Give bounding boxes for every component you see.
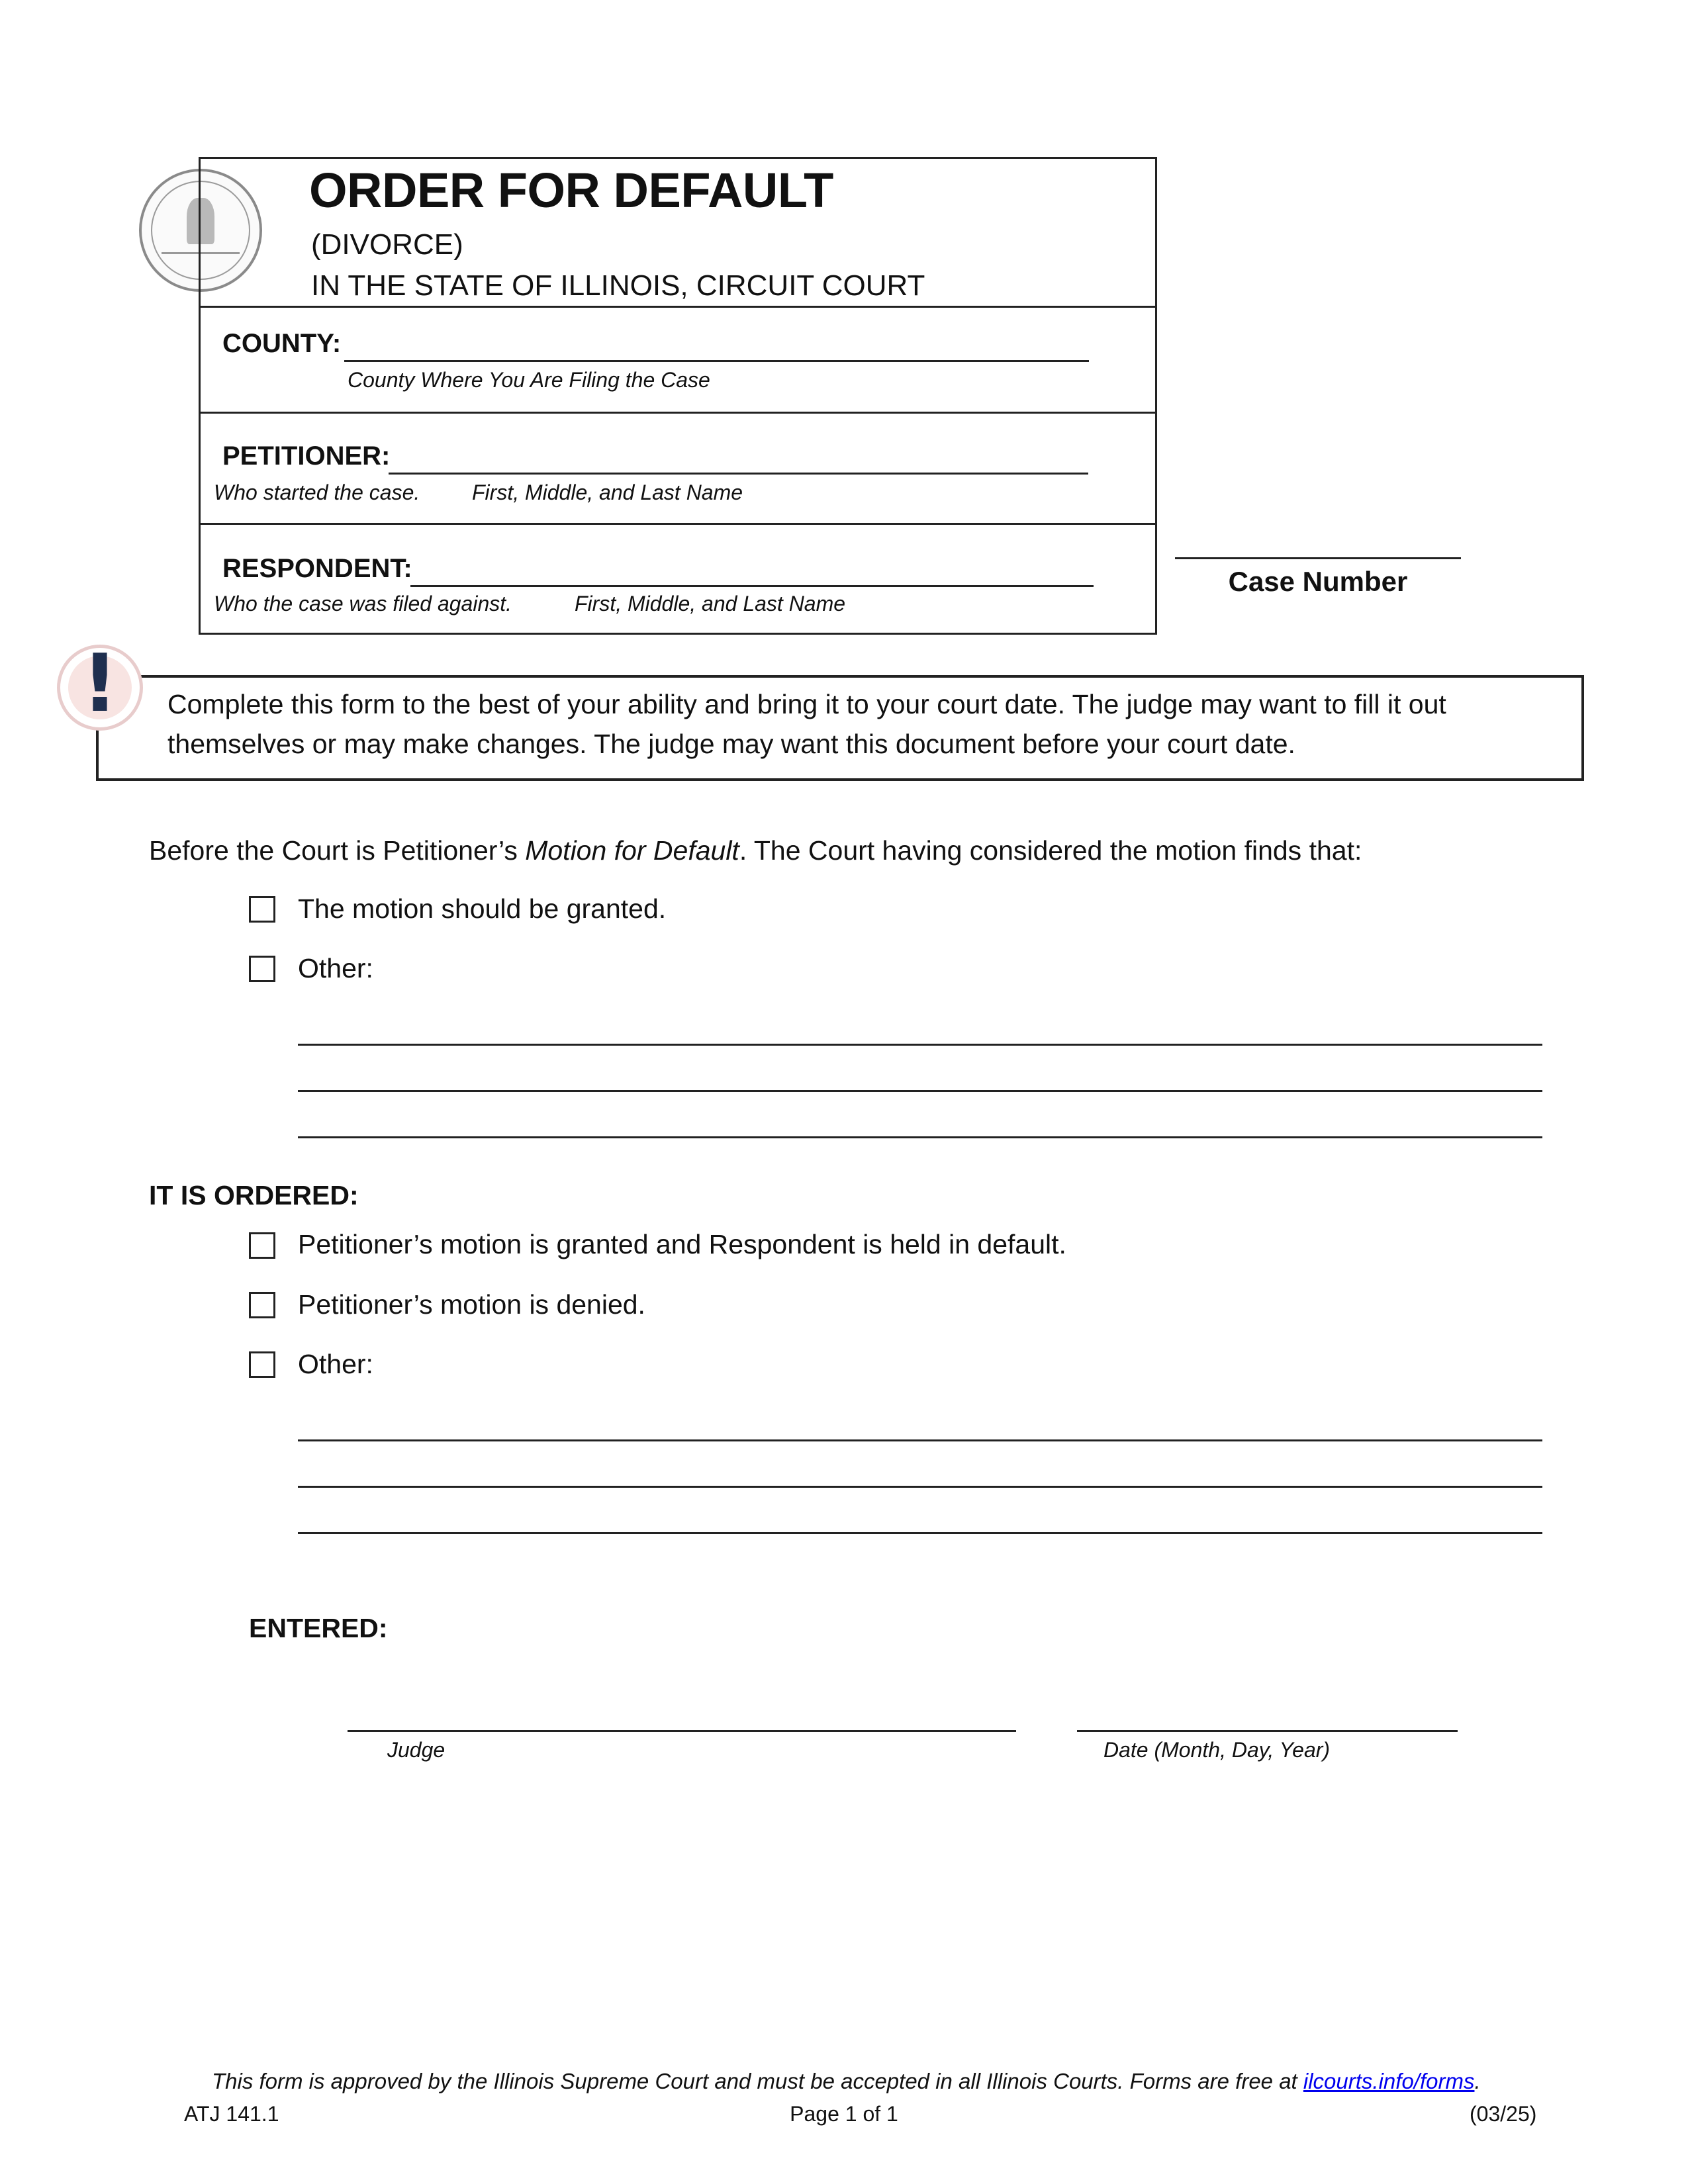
date-label: Date (Month, Day, Year)	[1103, 1738, 1331, 1762]
findings-other-line-2[interactable]	[298, 1090, 1542, 1092]
ordered-other-line-1[interactable]	[298, 1439, 1542, 1441]
county-input[interactable]	[344, 360, 1089, 362]
findings-intro: Before the Court is Petitioner’s Motion for Default. The Court having considered the motion finds that:	[149, 835, 1362, 866]
granted-checkbox[interactable]	[249, 896, 275, 923]
respondent-hint-left: Who the case was filed against.	[214, 592, 512, 615]
approval-notice: This form is approved by the Illinois Supreme Court and must be accepted in all Illinois Courts. Forms are free at ilcourts.info/forms.	[212, 2069, 1481, 2093]
petitioner-label: PETITIONER:	[222, 441, 391, 471]
exclamation-alert-icon: !	[57, 645, 143, 731]
findings-other-line-1[interactable]	[298, 1044, 1542, 1046]
page-number: Page 1 of 1	[790, 2102, 898, 2126]
petitioner-hint-right: First, Middle, and Last Name	[472, 480, 743, 504]
judge-signature-line[interactable]	[348, 1730, 1016, 1732]
form-code: ATJ 141.1	[184, 2102, 279, 2126]
motion-title: Motion for Default	[525, 835, 739, 866]
case-number-label: Case Number	[1228, 566, 1408, 597]
notice-line-2: themselves or may make changes. The judge may want this document before your court date.	[167, 729, 1295, 759]
court-name: IN THE STATE OF ILLINOIS, CIRCUIT COURT	[311, 269, 925, 302]
ordered-other-line-2[interactable]	[298, 1486, 1542, 1488]
entered-heading: ENTERED:	[249, 1613, 388, 1643]
revision-date: (03/25)	[1470, 2102, 1537, 2126]
respondent-hint-right: First, Middle, and Last Name	[575, 592, 846, 615]
motion-granted-label: Petitioner’s motion is granted and Respondent is held in default.	[298, 1229, 1066, 1259]
ordered-heading: IT IS ORDERED:	[149, 1180, 359, 1210]
petitioner-hint-left: Who started the case.	[214, 480, 420, 504]
petitioner-input[interactable]	[389, 473, 1088, 475]
entered-date-line[interactable]	[1077, 1730, 1458, 1732]
county-label: COUNTY:	[222, 329, 342, 358]
ordered-other-checkbox[interactable]	[249, 1351, 275, 1378]
motion-denied-checkbox[interactable]	[249, 1292, 275, 1318]
judge-label: Judge	[387, 1738, 445, 1762]
case-number-input[interactable]	[1175, 557, 1461, 559]
motion-granted-checkbox[interactable]	[249, 1232, 275, 1259]
notice-text	[167, 684, 1544, 764]
motion-denied-label: Petitioner’s motion is denied.	[298, 1289, 645, 1320]
findings-other-checkbox[interactable]	[249, 956, 275, 982]
county-hint: County Where You Are Filing the Case	[348, 368, 710, 392]
ordered-other-label: Other:	[298, 1349, 373, 1379]
forms-link[interactable]: ilcourts.info/forms	[1303, 2069, 1475, 2093]
findings-other-line-3[interactable]	[298, 1136, 1542, 1138]
respondent-input[interactable]	[410, 585, 1094, 587]
notice-line-1: Complete this form to the best of your ability and bring it to your court date. The judge may want to fill it out	[167, 689, 1446, 719]
respondent-label: RESPONDENT:	[222, 554, 412, 583]
form-title: ORDER FOR DEFAULT	[309, 163, 833, 218]
ordered-other-line-3[interactable]	[298, 1532, 1542, 1534]
findings-other-label: Other:	[298, 953, 373, 983]
form-subtitle: (DIVORCE)	[311, 228, 463, 261]
granted-option-label: The motion should be granted.	[298, 893, 667, 924]
